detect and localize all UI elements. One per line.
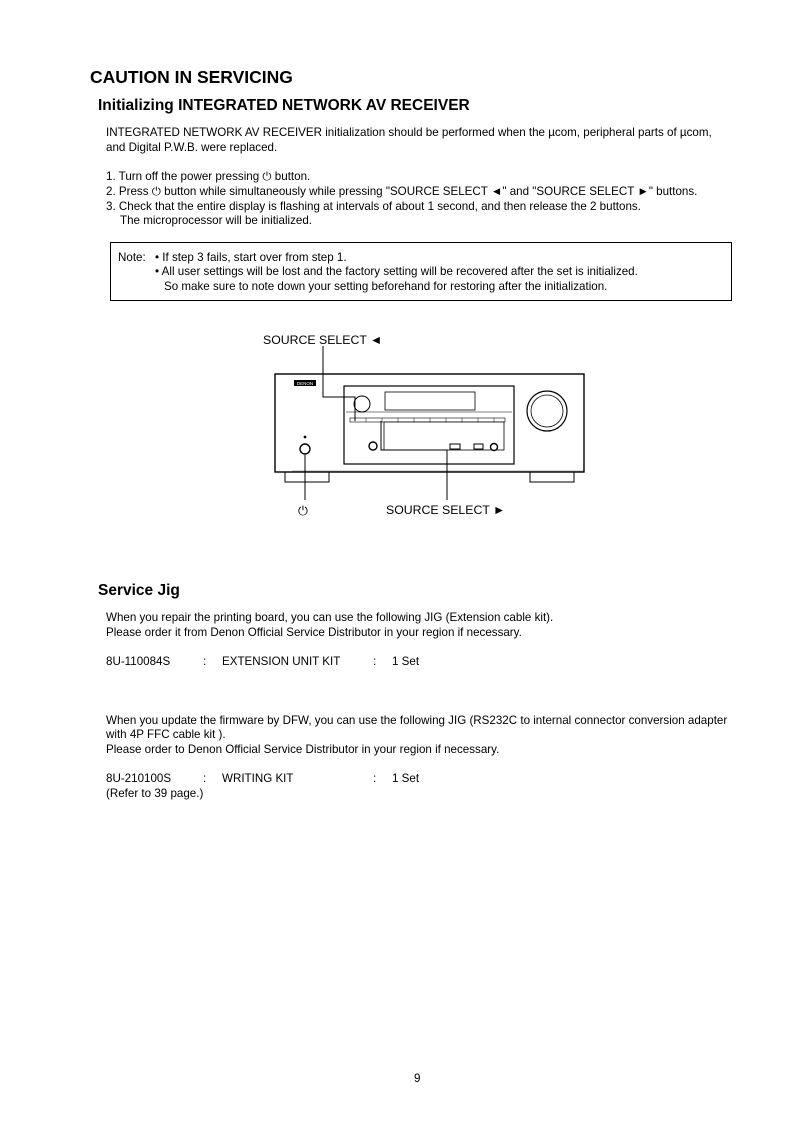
step-2: 2. Press ⏻ button while simultaneously while pressing "SOURCE SELECT ◄" and "SOURCE SELECT ►" buttons. <box>106 185 698 198</box>
kit2-qty: 1 Set <box>392 772 420 785</box>
kit2-part: 8U-210100S <box>106 772 172 785</box>
power-button <box>300 444 310 454</box>
fw-line2: with 4P FFC cable kit ). <box>106 728 226 741</box>
brand-text: DENON <box>296 381 314 386</box>
power-symbol: ⏻ <box>262 170 272 183</box>
step-3: 3. Check that the entire display is flashing at intervals of about 1 second, and then release the 2 buttons. <box>106 200 641 213</box>
fw-line3: Please order to Denon Official Service Distributor in your region if necessary. <box>106 743 500 756</box>
init-intro-line2: and Digital P.W.B. were replaced. <box>106 141 278 154</box>
phones-jack <box>491 444 498 451</box>
setup-mic-jack <box>369 442 377 450</box>
kit1-part: 8U-110084S <box>106 655 171 668</box>
kit2-refer: (Refer to 39 page.) <box>106 787 204 800</box>
kit1-name: EXTENSION UNIT KIT <box>222 655 341 668</box>
source-select-right-label: SOURCE SELECT ► <box>386 503 506 517</box>
power-indicator <box>304 436 307 439</box>
left-arrow-icon: ◄ <box>490 185 503 198</box>
display-window <box>385 392 475 410</box>
kit2-name: WRITING KIT <box>222 772 294 785</box>
right-arrow-icon: ► <box>637 185 649 198</box>
note-line1: • If step 3 fails, start over from step 1. <box>155 251 347 264</box>
init-heading: Initializing INTEGRATED NETWORK AV RECEIVER <box>98 97 470 114</box>
init-intro-line1: INTEGRATED NETWORK AV RECEIVER initialization should be performed when the µcom, peripheral parts of µcom, <box>106 126 712 139</box>
button-row <box>350 418 505 422</box>
small-knob <box>354 396 370 412</box>
power-symbol: ⏻ <box>151 185 161 198</box>
jig-line2: Please order it from Denon Official Service Distributor in your region if necessary. <box>106 626 522 639</box>
kit1-qty: 1 Set <box>392 655 420 668</box>
kit1-sep: : <box>203 655 207 668</box>
note-label: Note: <box>118 251 146 264</box>
lower-panel <box>384 422 504 450</box>
fw-line1: When you update the firmware by DFW, you can use the following JIG (RS232C to internal connector conversion adapter <box>106 714 728 727</box>
jig-line1: When you repair the printing board, you can use the following JIG (Extension cable kit). <box>106 611 554 624</box>
power-label: ⏻ <box>298 504 308 518</box>
kit1-sep2: : <box>373 655 377 668</box>
note-line3: So make sure to note down your setting beforehand for restoring after the initialization. <box>164 280 608 293</box>
step-1: 1. Turn off the power pressing ⏻ button. <box>106 170 311 183</box>
step-3-line2: The microprocessor will be initialized. <box>120 214 313 227</box>
usb-jack <box>474 444 483 449</box>
volume-knob-inner <box>531 395 563 427</box>
section-title: CAUTION IN SERVICING <box>90 67 293 87</box>
kit2-sep: : <box>203 772 207 785</box>
source-select-left-label: SOURCE SELECT ◄ <box>263 333 383 347</box>
hdmi-jack <box>450 444 460 449</box>
kit2-sep2: : <box>373 772 377 785</box>
page-number: 9 <box>414 1072 421 1085</box>
jig-heading: Service Jig <box>98 582 180 599</box>
note-line2: • All user settings will be lost and the factory setting will be recovered after the set is initialized. <box>155 265 638 278</box>
